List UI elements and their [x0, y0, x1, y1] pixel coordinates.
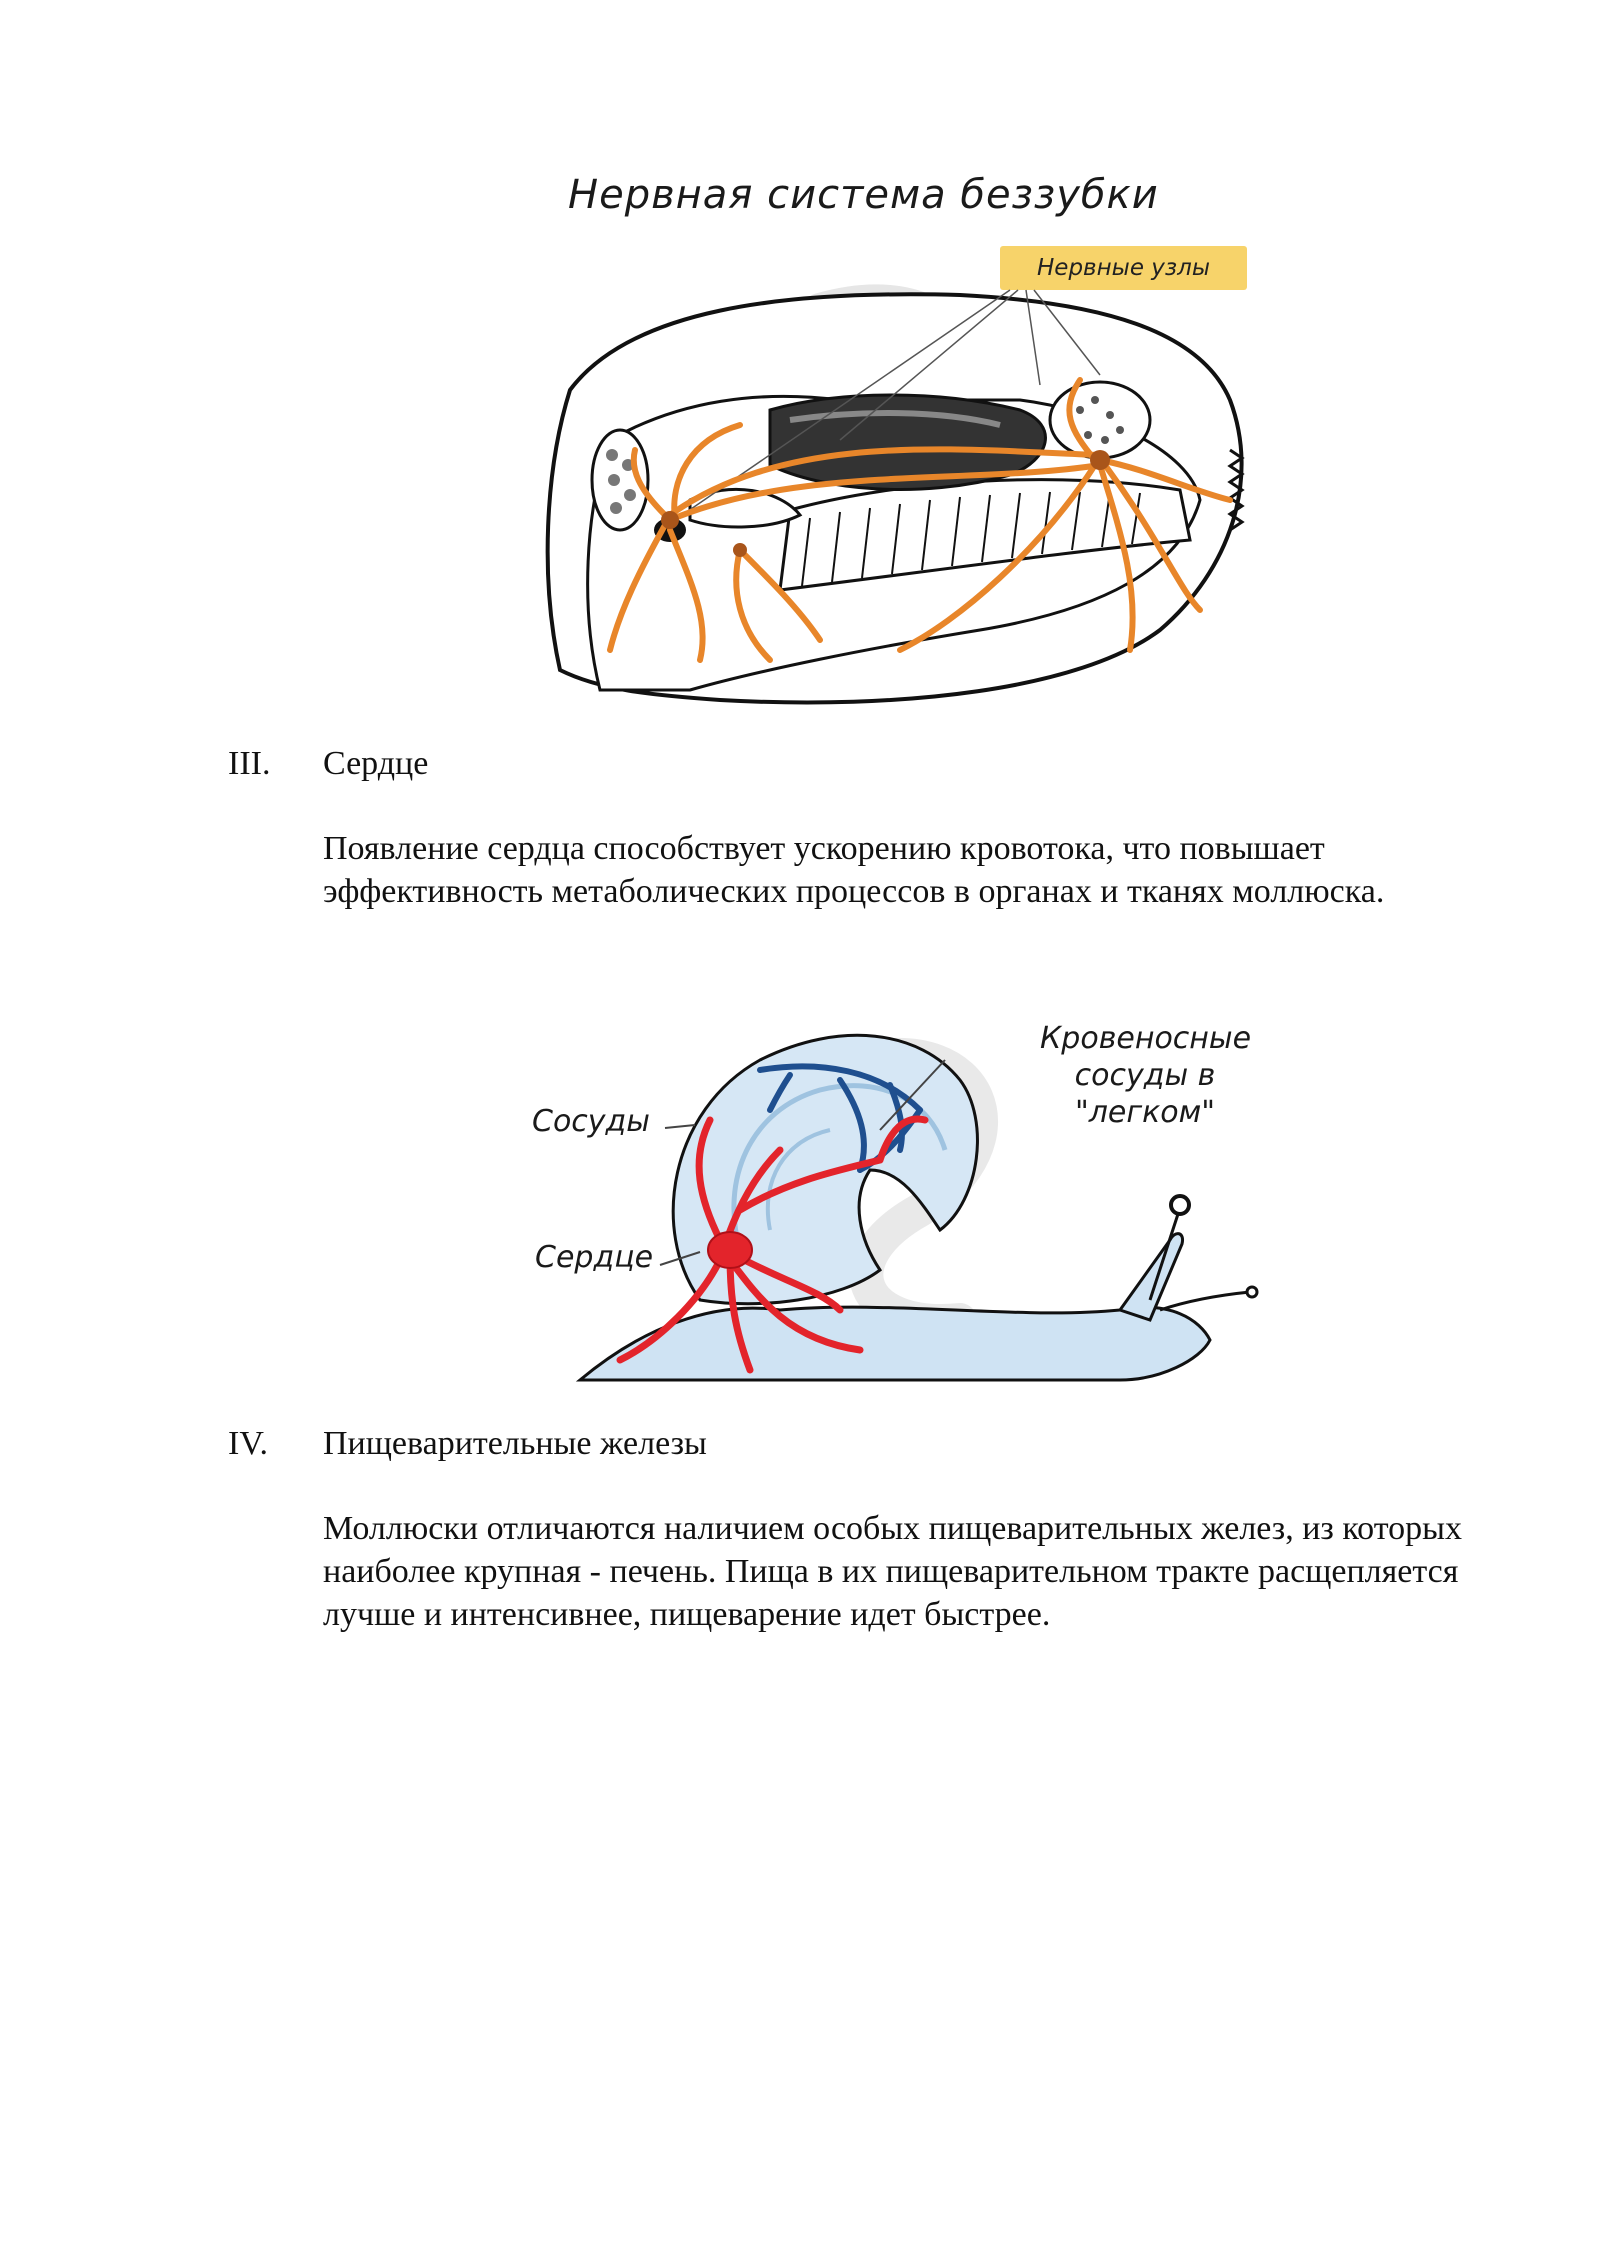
nerve-ganglia-badge: Нервные узлы [1000, 246, 1247, 290]
section-number: IV. [228, 1425, 268, 1462]
section-number: III. [228, 745, 271, 782]
ganglion-cerebral [661, 511, 679, 529]
posterior-muscle [1050, 382, 1150, 458]
section-heart [228, 745, 1478, 965]
section-body: Моллюски отличаются наличием особых пищеварительных желез, из которых наиболее крупная - печень. Пища в их пищеварительном тракте расщепляется лучше и интенсивнее, пищеварение идет быстрее. [323, 1510, 1462, 1633]
heart [708, 1232, 752, 1268]
section-body: Появление сердца способствует ускорению кровотока, что повышает эффективность метаболических процессов в органах и тканях моллюска. [323, 830, 1385, 910]
lung-label-line1: Кровеносные [1040, 1021, 1252, 1056]
ganglion-pedal [733, 543, 747, 557]
mussel-nervous-system-illustration [540, 250, 1280, 720]
lung-label-line2: сосуды в [1074, 1058, 1216, 1093]
eye-stalk-tip [1171, 1196, 1189, 1214]
lung-label-line3: "легком" [1074, 1095, 1216, 1130]
section-title: Сердце [323, 745, 429, 782]
heart-label: Сердце [535, 1240, 654, 1275]
vessels-label: Сосуды [532, 1104, 650, 1139]
section-digestive-glands [228, 1425, 1478, 1655]
figure1-title: Нервная система беззубки [568, 172, 1159, 218]
section-title: Пищеварительные железы [323, 1425, 707, 1462]
ganglion-visceral [1090, 450, 1110, 470]
lung-vessels-label [1040, 1020, 1250, 1131]
